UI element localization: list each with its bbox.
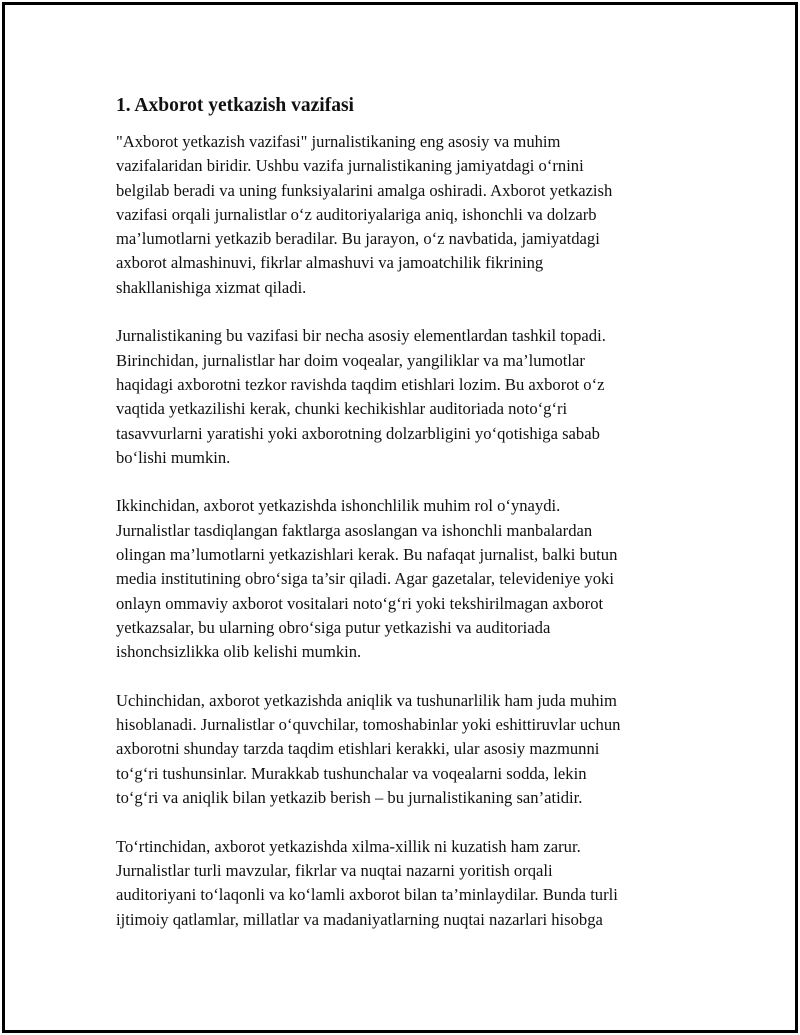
text-line: ma’lumotlarni yetkazib beradilar. Bu jarayon, o‘z navbatida, jamiyatdagi <box>116 229 600 249</box>
text-line: vazifasi orqali jurnalistlar o‘z auditoriyalariga aniq, ishonchli va dolzarb <box>116 204 597 224</box>
text-line: axborotni shunday tarzda taqdim etishlari kerakki, ular asosiy mazmunni <box>116 739 600 759</box>
text-line: Uchinchidan, axborot yetkazishda aniqlik va tushunarlilik ham juda muhim <box>116 690 617 710</box>
paragraph-3 <box>116 494 696 664</box>
text-line: olingan ma’lumotlarni yetkazishlari kerak. Bu nafaqat jurnalist, balki butun <box>116 545 618 565</box>
text-line: ishonchsizlikka olib kelishi mumkin. <box>116 642 362 662</box>
text-line: Birinchidan, jurnalistlar har doim voqealar, yangiliklar va ma’lumotlar <box>116 350 585 370</box>
text-line: ijtimoiy qatlamlar, millatlar va madaniyatlarning nuqtai nazarlari hisobga <box>116 909 603 929</box>
paragraph-2 <box>116 324 696 470</box>
text-line: To‘rtinchidan, axborot yetkazishda xilma-xillik ni kuzatish ham zarur. <box>116 836 581 856</box>
text-line: to‘g‘ri va aniqlik bilan yetkazib berish – bu jurnalistikaning san’atidir. <box>116 788 583 808</box>
text-line: vazifalaridan biridir. Ushbu vazifa jurnalistikaning jamiyatdagi o‘rnini <box>116 156 584 176</box>
paragraph-1 <box>116 130 696 300</box>
text-line: onlayn ommaviy axborot vositalari noto‘g‘ri yoki tekshirilmagan axborot <box>116 593 604 613</box>
text-line: Ikkinchidan, axborot yetkazishda ishonchlilik muhim rol o‘ynaydi. <box>116 496 561 516</box>
text-line: to‘g‘ri tushunsinlar. Murakkab tushunchalar va voqealarni sodda, lekin <box>116 763 587 783</box>
text-line: Jurnalistlar turli mavzular, fikrlar va nuqtai nazarni yoritish orqali <box>116 860 553 880</box>
text-line: "Axborot yetkazish vazifasi" jurnalistikaning eng asosiy va muhim <box>116 132 561 151</box>
text-line: auditoriyani to‘laqonli va ko‘lamli axborot bilan ta’minlaydilar. Bunda turli <box>116 885 618 905</box>
paragraph-5 <box>116 835 696 932</box>
text-line: axborot almashinuvi, fikrlar almashuvi va jamoatchilik fikrining <box>116 253 544 273</box>
text-line: bo‘lishi mumkin. <box>116 447 231 467</box>
text-line: vaqtida yetkazilishi kerak, chunki kechikishlar auditoriada noto‘g‘ri <box>116 399 568 419</box>
text-line: Jurnalistikaning bu vazifasi bir necha asosiy elementlardan tashkil topadi. <box>116 326 606 346</box>
text-line: Jurnalistlar tasdiqlangan faktlarga asoslangan va ishonchli manbalardan <box>116 520 593 540</box>
document-content <box>116 92 696 956</box>
text-line: yetkazsalar, bu ularning obro‘siga putur yetkazishi va auditoriada <box>116 617 551 637</box>
text-line: haqidagi axborotni tezkor ravishda taqdim etishlari lozim. Bu axborot o‘z <box>116 374 605 394</box>
section-heading: 1. Axborot yetkazish vazifasi <box>116 95 354 116</box>
text-line: belgilab beradi va uning funksiyalarini amalga oshiradi. Axborot yetkazish <box>116 180 613 200</box>
text-line: media institutining obro‘siga ta’sir qiladi. Agar gazetalar, televideniye yoki <box>116 569 614 589</box>
text-line: shakllanishiga xizmat qiladi. <box>116 277 307 297</box>
text-line: hisoblanadi. Jurnalistlar o‘quvchilar, tomoshabinlar yoki eshittiruvlar uchun <box>116 715 621 735</box>
text-line: tasavvurlarni yaratishi yoki axborotning dolzarbligini yo‘qotishiga sabab <box>116 423 600 443</box>
paragraph-4 <box>116 689 696 810</box>
